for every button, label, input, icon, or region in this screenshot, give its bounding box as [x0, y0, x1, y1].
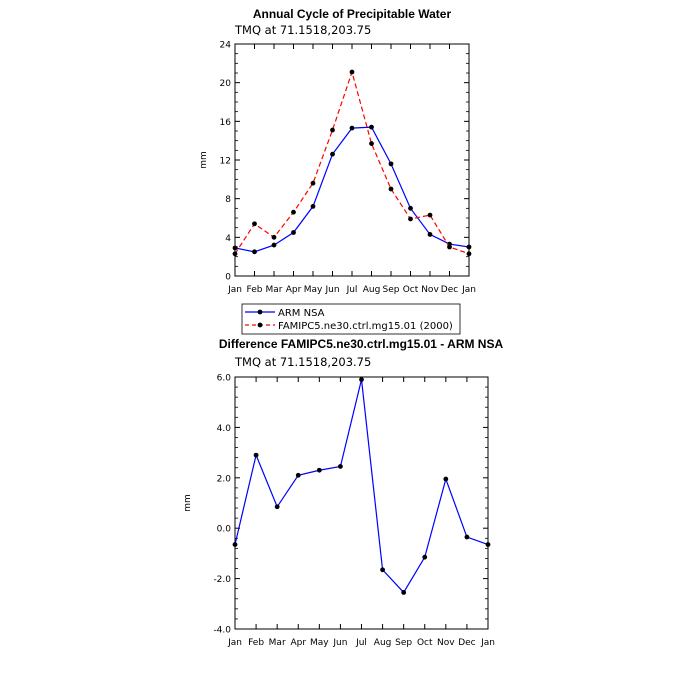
- x-tick-label: Oct: [416, 638, 433, 648]
- data-point: [359, 377, 364, 382]
- chart1-subtitle: TMQ at 71.1518,203.75: [235, 23, 372, 37]
- x-tick-label: Jan: [228, 285, 242, 295]
- data-point: [408, 206, 413, 211]
- x-tick-label: Aug: [373, 638, 392, 648]
- x-tick-label: May: [310, 638, 329, 648]
- x-tick-label: May: [303, 285, 323, 295]
- legend-label-arm: ARM NSA: [278, 308, 325, 319]
- chart1-title: Annual Cycle of Precipitable Water: [252, 7, 452, 21]
- x-tick-label: Jun: [333, 638, 348, 648]
- data-point: [369, 125, 374, 130]
- data-point: [330, 128, 335, 133]
- precip-difference-chart: [183, 337, 503, 648]
- y-tick-label: 0: [225, 272, 231, 283]
- data-point: [291, 230, 296, 235]
- y-tick-label: 4: [225, 233, 231, 244]
- data-point: [389, 161, 394, 166]
- chart2-plot-frame: [235, 377, 488, 629]
- x-tick-label: Feb: [248, 638, 265, 648]
- y-tick-label: 16: [219, 117, 231, 128]
- x-tick-label: Apr: [285, 285, 302, 295]
- y-tick-label: -2.0: [213, 575, 231, 586]
- data-point: [447, 245, 452, 250]
- chart2-title: Difference FAMIPC5.ne30.ctrl.mg15.01 - ARM NSA: [218, 337, 504, 351]
- data-point: [443, 477, 448, 482]
- x-tick-label: Jul: [356, 638, 367, 648]
- chart2-y-axis-label: mm: [183, 494, 193, 512]
- data-point: [233, 246, 238, 251]
- data-point: [401, 590, 406, 595]
- y-tick-label: 6.0: [216, 373, 231, 384]
- series-line-0: [235, 127, 469, 252]
- data-point: [467, 245, 472, 250]
- chart2-y-axis: [213, 374, 488, 636]
- x-tick-label: Jul: [346, 285, 358, 295]
- data-point: [486, 542, 491, 547]
- data-point: [254, 453, 259, 458]
- data-point: [389, 187, 394, 192]
- y-tick-label: -4.0: [213, 625, 231, 636]
- data-point: [272, 243, 277, 248]
- data-point: [311, 181, 316, 186]
- legend-label-famipc5: FAMIPC5.ne30.ctrl.mg15.01 (2000): [278, 321, 453, 332]
- precip-annual-cycle-chart: [199, 7, 476, 334]
- chart2-x-axis: [227, 377, 495, 648]
- y-tick-label: 8: [225, 195, 231, 206]
- legend-marker-arm: [258, 310, 263, 315]
- y-tick-label: 0.0: [216, 524, 231, 535]
- data-point: [296, 473, 301, 478]
- x-tick-label: Jan: [228, 638, 242, 648]
- data-point: [338, 464, 343, 469]
- data-point: [317, 468, 322, 473]
- y-tick-label: 20: [219, 79, 231, 90]
- x-tick-label: Oct: [402, 285, 419, 295]
- y-tick-label: 24: [219, 40, 231, 51]
- x-tick-label: Dec: [458, 638, 476, 648]
- data-point: [252, 221, 257, 226]
- x-tick-label: Jun: [325, 285, 340, 295]
- data-point: [422, 555, 427, 560]
- data-point: [369, 141, 374, 146]
- data-point: [272, 235, 277, 240]
- data-point: [311, 204, 316, 209]
- data-point: [233, 251, 238, 256]
- x-tick-label: Nov: [421, 285, 439, 295]
- x-tick-label: Jan: [481, 638, 495, 648]
- chart1-y-axis-label: mm: [199, 151, 209, 169]
- y-tick-label: 4.0: [216, 423, 231, 434]
- x-tick-label: Jan: [462, 285, 476, 295]
- x-tick-label: Mar: [268, 638, 286, 648]
- data-point: [275, 504, 280, 509]
- data-point: [467, 251, 472, 256]
- data-point: [428, 232, 433, 237]
- legend-marker-famipc5: [258, 323, 263, 328]
- x-tick-label: Aug: [362, 285, 381, 295]
- chart1-legend: [242, 304, 460, 334]
- series-line-1: [235, 72, 469, 254]
- chart2-subtitle: TMQ at 71.1518,203.75: [235, 355, 372, 369]
- data-point: [330, 152, 335, 157]
- chart1-plot-frame: [235, 44, 469, 276]
- data-point: [428, 213, 433, 218]
- y-tick-label: 12: [219, 156, 231, 167]
- x-tick-label: Sep: [395, 638, 413, 648]
- x-tick-label: Feb: [246, 285, 263, 295]
- x-tick-label: Nov: [437, 638, 455, 648]
- data-point: [408, 217, 413, 222]
- data-point: [233, 542, 238, 547]
- x-tick-label: Mar: [265, 285, 283, 295]
- data-point: [380, 567, 385, 572]
- chart2-series: [233, 377, 491, 595]
- series-line-0: [235, 380, 488, 593]
- chart1-series: [233, 70, 472, 257]
- y-tick-label: 2.0: [216, 474, 231, 485]
- x-tick-label: Apr: [290, 638, 307, 648]
- x-tick-label: Sep: [382, 285, 400, 295]
- data-point: [350, 126, 355, 131]
- chart1-x-axis: [227, 44, 476, 295]
- chart1-y-axis: [220, 41, 469, 283]
- data-point: [465, 535, 470, 540]
- data-point: [291, 210, 296, 215]
- data-point: [350, 70, 355, 75]
- data-point: [252, 249, 257, 254]
- x-tick-label: Dec: [440, 285, 459, 295]
